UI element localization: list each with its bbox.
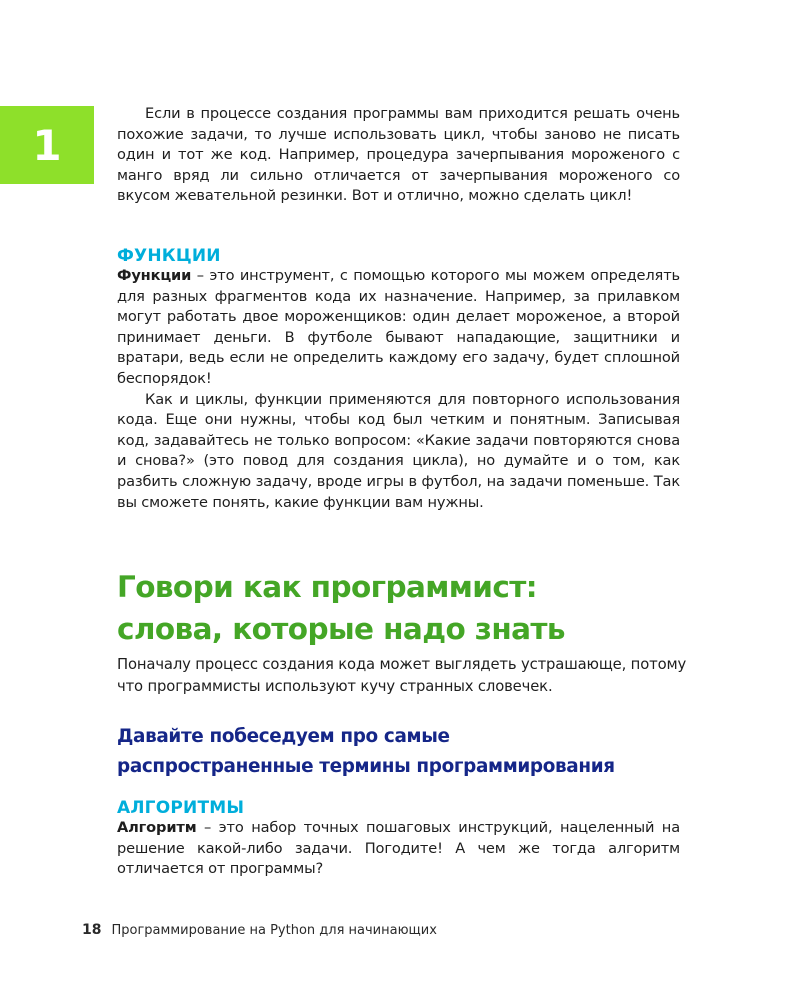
page-footer xyxy=(82,922,437,938)
functions-heading: ФУНКЦИИ xyxy=(117,246,221,266)
subsection-title-line-2: распространенные термины программирования xyxy=(117,756,615,777)
section-title xyxy=(117,566,717,650)
book-title: Программирование на Python для начинающих xyxy=(111,923,437,938)
algorithms-definition-paragraph xyxy=(117,818,680,880)
section-title-line-1: Говори как программист: xyxy=(117,570,537,604)
functions-second-paragraph: Как и циклы, функции применяются для повторного использования кода. Еще они нужны, чтобы код был четким и понятным. Записывая код, задавайтесь не только вопросом: «Какие задачи повторяются снова и снова?» (это повод для создания цикла), но думайте и о том, как разбить сложную задачу, вроде игры в футбол, на задачи поменьше. Так вы сможете понять, какие функции вам нужны. xyxy=(117,390,680,511)
subsection-title xyxy=(117,722,717,782)
section-intro-paragraph: Поначалу процесс создания кода может выглядеть устрашающе, потому что программисты используют кучу странных словечек. xyxy=(117,656,687,695)
cycle-intro-paragraph: Если в процессе создания программы вам приходится решать очень похожие задачи, то лучше использовать цикл, чтобы заново не писать один и тот же код. Например, процедура зачерпывания мороженого с манго вряд ли сильно отличается от зачерпывания мороженого со вкусом жевательной резинки. Вот и отлично, можно сделать цикл! xyxy=(117,105,680,205)
functions-term: Функции xyxy=(117,267,192,284)
subsection-title-line-1: Давайте побеседуем про самые xyxy=(117,726,450,747)
chapter-number-tab xyxy=(0,106,94,184)
algorithms-term: Алгоритм xyxy=(117,819,197,836)
algorithms-definition: – это набор точных пошаговых инструкций, нацеленный на решение какой-либо задачи. Погодите! А чем же тогда алгоритм отличается от программы? xyxy=(117,819,680,878)
algorithms-heading: АЛГОРИТМЫ xyxy=(117,798,245,818)
chapter-number: 1 xyxy=(32,120,62,170)
cycle-intro-block xyxy=(117,104,680,207)
functions-section xyxy=(117,246,680,513)
section-title-line-2: слова, которые надо знать xyxy=(117,612,565,646)
functions-definition: – это инструмент, с помощью которого мы можем определять для разных фрагментов кода их назначение. Например, за прилавком могут работать двое мороженщиков: один делает мороженое, а второй принимает деньги. В футболе бывают нападающие, защитники и вратари, ведь если не определить каждому его задачу, будет сплошной беспорядок! xyxy=(117,267,680,387)
section-intro-block xyxy=(117,654,697,698)
functions-definition-paragraph xyxy=(117,266,680,390)
page-number: 18 xyxy=(82,922,102,938)
algorithms-section xyxy=(117,798,680,880)
